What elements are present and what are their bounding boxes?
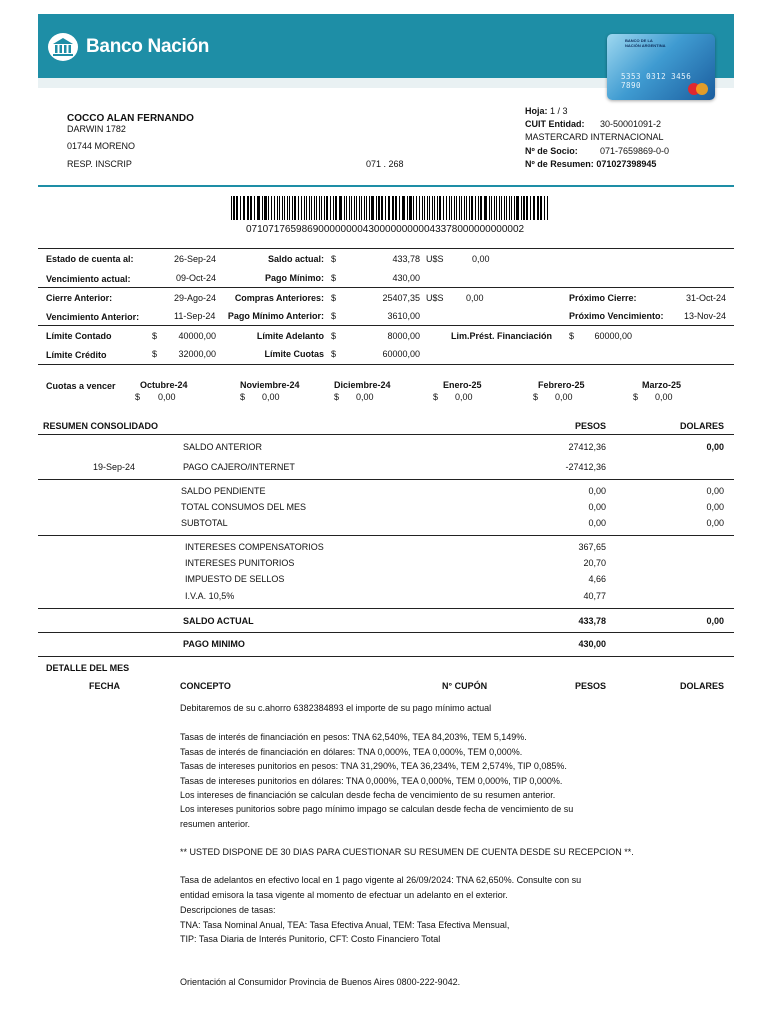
- divider: [38, 608, 734, 609]
- iva-pesos: 40,77: [583, 591, 606, 601]
- cuota-month: Febrero-25: [538, 380, 585, 390]
- cuota-value: 0,00: [655, 392, 673, 402]
- col-fecha: FECHA: [89, 681, 120, 691]
- consumer-footer: Orientación al Consumidor Provincia de Buenos Aires 0800-222-9042.: [180, 977, 461, 987]
- col-concepto: CONCEPTO: [180, 681, 231, 691]
- pago-currency: $: [331, 273, 337, 283]
- venc-value: 09-Oct-24: [176, 273, 217, 283]
- tasa-line: Los intereses punitorios sobre pago mínimo impago se calculan desde fecha de vencimiento de su: [180, 804, 574, 814]
- cuota-value: 0,00: [356, 392, 374, 402]
- divider: [38, 656, 734, 657]
- subtotal-dolares: 0,00: [706, 518, 724, 528]
- lim-prest-label: Lim.Prést. Financiación: [451, 331, 553, 341]
- compras-label: Compras Anteriores:: [234, 293, 324, 303]
- cuota-month: Noviembre-24: [240, 380, 300, 390]
- lim-contado-value: 40000,00: [178, 331, 216, 341]
- lim-prest-value: 60000,00: [594, 331, 632, 341]
- saldo-currency: $: [331, 254, 337, 264]
- notice: ** USTED DISPONE DE 30 DIAS PARA CUESTIONAR SU RESUMEN DE CUENTA DESDE SU RECEPCION **.: [180, 847, 634, 857]
- client-street: DARWIN 1782: [67, 124, 126, 134]
- intereses-pun-pesos: 20,70: [583, 558, 606, 568]
- client-name: COCCO ALAN FERNANDO: [67, 113, 194, 124]
- compras-currency: $: [331, 293, 337, 303]
- pago-label: Pago Mínimo:: [265, 273, 324, 283]
- adelanto-line: entidad emisora la tasa vigente al momento de efectuar un adelanto en el exterior.: [180, 890, 508, 900]
- cuotas-label: Cuotas a vencer: [46, 381, 116, 391]
- col-cupon: N° CUPÓN: [442, 681, 488, 691]
- pago-ant-value: 3610,00: [387, 311, 420, 321]
- col-dolares: DOLARES: [679, 421, 724, 431]
- adelanto-line: TIP: Tasa Diaria de Interés Punitorio, CFT: Costo Financiero Total: [180, 934, 441, 944]
- lim-credito-value: 32000,00: [178, 349, 216, 359]
- divider: [38, 632, 734, 633]
- pago-minimo-label: PAGO MINIMO: [183, 639, 245, 649]
- cuota-value: 0,00: [158, 392, 176, 402]
- cuota-month: Diciembre-24: [334, 380, 391, 390]
- divider: [38, 535, 734, 536]
- credit-card-image: [607, 34, 715, 100]
- tasa-line: Tasas de interés de financiación en pesos: TNA 62,540%, TEA 84,203%, TEM 5,149%.: [180, 732, 527, 742]
- col-dolares: DOLARES: [679, 681, 724, 691]
- lim-cuotas-label: Límite Cuotas: [264, 349, 324, 359]
- col-pesos: PESOS: [574, 681, 606, 691]
- pago-value: 430,00: [392, 273, 420, 283]
- cuit-value: 30-50001091-2: [600, 119, 662, 129]
- pago-ant-label: Pago Mínimo Anterior:: [227, 311, 324, 321]
- divider: [38, 325, 734, 326]
- saldo-usd-value: 0,00: [472, 254, 490, 264]
- adelanto-line: Descripciones de tasas:: [180, 905, 276, 915]
- saldo-anterior-label: SALDO ANTERIOR: [183, 442, 263, 452]
- socio-label: Nº de Socio:: [525, 146, 578, 156]
- venc-label: Vencimiento actual:: [46, 274, 131, 284]
- resumen-number: Nº de Resumen: 071027398945: [525, 159, 657, 169]
- detalle-title: DETALLE DEL MES: [46, 663, 130, 673]
- client-tax: RESP. INSCRIP: [67, 159, 132, 169]
- divider: [38, 248, 734, 249]
- card-number: 5353 0312 3456 7890: [621, 72, 692, 90]
- pago-pesos: -27412,36: [565, 462, 606, 472]
- total-consumos-pesos: 0,00: [588, 502, 606, 512]
- lim-prest-currency: $: [569, 331, 575, 341]
- intereses-comp-label: INTERESES COMPENSATORIOS: [185, 542, 324, 552]
- resumen-title: RESUMEN CONSOLIDADO: [43, 421, 159, 431]
- tasa-line: Tasas de interés de financiación en dólares: TNA 0,000%, TEA 0,000%, TEM 0,000%.: [180, 747, 523, 757]
- cuit-label: CUIT Entidad:: [525, 119, 585, 129]
- cuota-month: Enero-25: [443, 380, 482, 390]
- estado-label: Estado de cuenta al:: [46, 254, 134, 264]
- client-city: 01744 MORENO: [67, 141, 136, 151]
- lim-credito-currency: $: [152, 349, 158, 359]
- cierre-label: Cierre Anterior:: [46, 293, 113, 303]
- barcode: [231, 196, 548, 220]
- total-consumos-label: TOTAL CONSUMOS DEL MES: [181, 502, 307, 512]
- pago-ant-currency: $: [331, 311, 337, 321]
- subtotal-pesos: 0,00: [588, 518, 606, 528]
- lim-adelanto-label: Límite Adelanto: [256, 331, 324, 341]
- saldo-pendiente-label: SALDO PENDIENTE: [181, 486, 266, 496]
- saldo-actual-pesos: 433,78: [578, 616, 606, 626]
- venc-ant-value: 11-Sep-24: [174, 311, 216, 321]
- cuota-month: Octubre-24: [140, 380, 188, 390]
- saldo-actual-label: SALDO ACTUAL: [183, 616, 254, 626]
- barcode-text: 07107176598690000000043000000000043378000000000002: [246, 224, 525, 235]
- venc-ant-label: Vencimiento Anterior:: [46, 312, 140, 322]
- lim-contado-currency: $: [152, 331, 158, 341]
- cuota-value: 0,00: [555, 392, 573, 402]
- compras-usd-label: U$S: [426, 293, 444, 303]
- pago-date: 19-Sep-24: [93, 462, 136, 472]
- tasa-line: resumen anterior.: [180, 819, 251, 829]
- prox-venc-value: 13-Nov-24: [683, 311, 726, 321]
- cuota-currency: $: [334, 392, 340, 402]
- tasa-line: Los intereses de financiación se calculan desde fecha de vencimiento de su resumen anterior.: [180, 790, 556, 800]
- total-consumos-dolares: 0,00: [706, 502, 724, 512]
- adelanto-line: TNA: Tasa Nominal Anual, TEA: Tasa Efectiva Anual, TEM: Tasa Efectiva Mensual,: [180, 920, 510, 930]
- cuota-month: Marzo-25: [642, 380, 682, 390]
- lim-credito-label: Límite Crédito: [46, 350, 107, 360]
- cuota-currency: $: [135, 392, 141, 402]
- mastercard-icon: [685, 82, 711, 96]
- lim-adelanto-currency: $: [331, 331, 337, 341]
- cuota-currency: $: [433, 392, 439, 402]
- intereses-pun-label: INTERESES PUNITORIOS: [185, 558, 295, 568]
- impuesto-sellos-label: IMPUESTO DE SELLOS: [185, 574, 285, 584]
- tasa-line: Tasas de intereses punitorios en dólares: TNA 0,000%, TEA 0,000%, TEM 0,000%, TIP 0,000%.: [180, 776, 563, 786]
- card-type: MASTERCARD INTERNACIONAL: [525, 132, 664, 142]
- card-brand: BANCO DE LA NACIÓN ARGENTINA: [625, 38, 666, 48]
- lim-contado-label: Límite Contado: [46, 331, 112, 341]
- saldo-anterior-dolares: 0,00: [706, 442, 724, 452]
- prox-venc-label: Próximo Vencimiento:: [569, 311, 664, 321]
- pago-label: PAGO CAJERO/INTERNET: [183, 462, 295, 472]
- saldo-pendiente-dolares: 0,00: [706, 486, 724, 496]
- divider: [38, 479, 734, 480]
- iva-label: I.V.A. 10,5%: [185, 591, 235, 601]
- branch-code: 071 . 268: [366, 159, 404, 169]
- prox-cierre-value: 31-Oct-24: [685, 293, 726, 303]
- cuota-value: 0,00: [455, 392, 473, 402]
- lim-cuotas-value: 60000,00: [382, 349, 420, 359]
- adelanto-line: Tasa de adelantos en efectivo local en 1 pago vigente al 26/09/2024: TNA 62,650%. Consulte con su: [180, 875, 582, 885]
- bank-logo-icon: [48, 33, 78, 61]
- col-pesos: PESOS: [574, 421, 606, 431]
- pago-minimo-pesos: 430,00: [578, 639, 606, 649]
- saldo-actual-dolares: 0,00: [706, 616, 724, 626]
- tasa-line: Tasas de intereses punitorios en pesos: TNA 31,290%, TEA 36,234%, TEM 2,574%, TIP 0,085%.: [180, 761, 567, 771]
- subtotal-label: SUBTOTAL: [181, 518, 228, 528]
- socio-value: 071-7659869-0-0: [600, 146, 670, 156]
- saldo-value: 433,78: [392, 254, 420, 264]
- compras-value: 25407,35: [382, 293, 420, 303]
- divider: [38, 287, 734, 288]
- debit-line: Debitaremos de su c.ahorro 6382384893 el importe de su pago mínimo actual: [180, 703, 492, 713]
- divider: [38, 364, 734, 365]
- saldo-pendiente-pesos: 0,00: [588, 486, 606, 496]
- cuota-currency: $: [240, 392, 246, 402]
- saldo-label: Saldo actual:: [267, 254, 324, 264]
- compras-usd-value: 0,00: [466, 293, 484, 303]
- estado-value: 26-Sep-24: [174, 254, 217, 264]
- divider: [38, 185, 734, 187]
- saldo-anterior-pesos: 27412,36: [568, 442, 606, 452]
- saldo-usd-label: U$S: [426, 254, 444, 264]
- impuesto-sellos-pesos: 4,66: [588, 574, 606, 584]
- prox-cierre-label: Próximo Cierre:: [569, 293, 637, 303]
- intereses-comp-pesos: 367,65: [578, 542, 606, 552]
- lim-adelanto-value: 8000,00: [387, 331, 420, 341]
- cuota-currency: $: [633, 392, 639, 402]
- cierre-value: 29-Ago-24: [174, 293, 217, 303]
- hoja: Hoja: 1 / 3: [525, 106, 568, 116]
- lim-cuotas-currency: $: [331, 349, 337, 359]
- bank-brand: Banco Nación: [86, 36, 210, 57]
- cuota-currency: $: [533, 392, 539, 402]
- divider: [38, 434, 734, 435]
- cuota-value: 0,00: [262, 392, 280, 402]
